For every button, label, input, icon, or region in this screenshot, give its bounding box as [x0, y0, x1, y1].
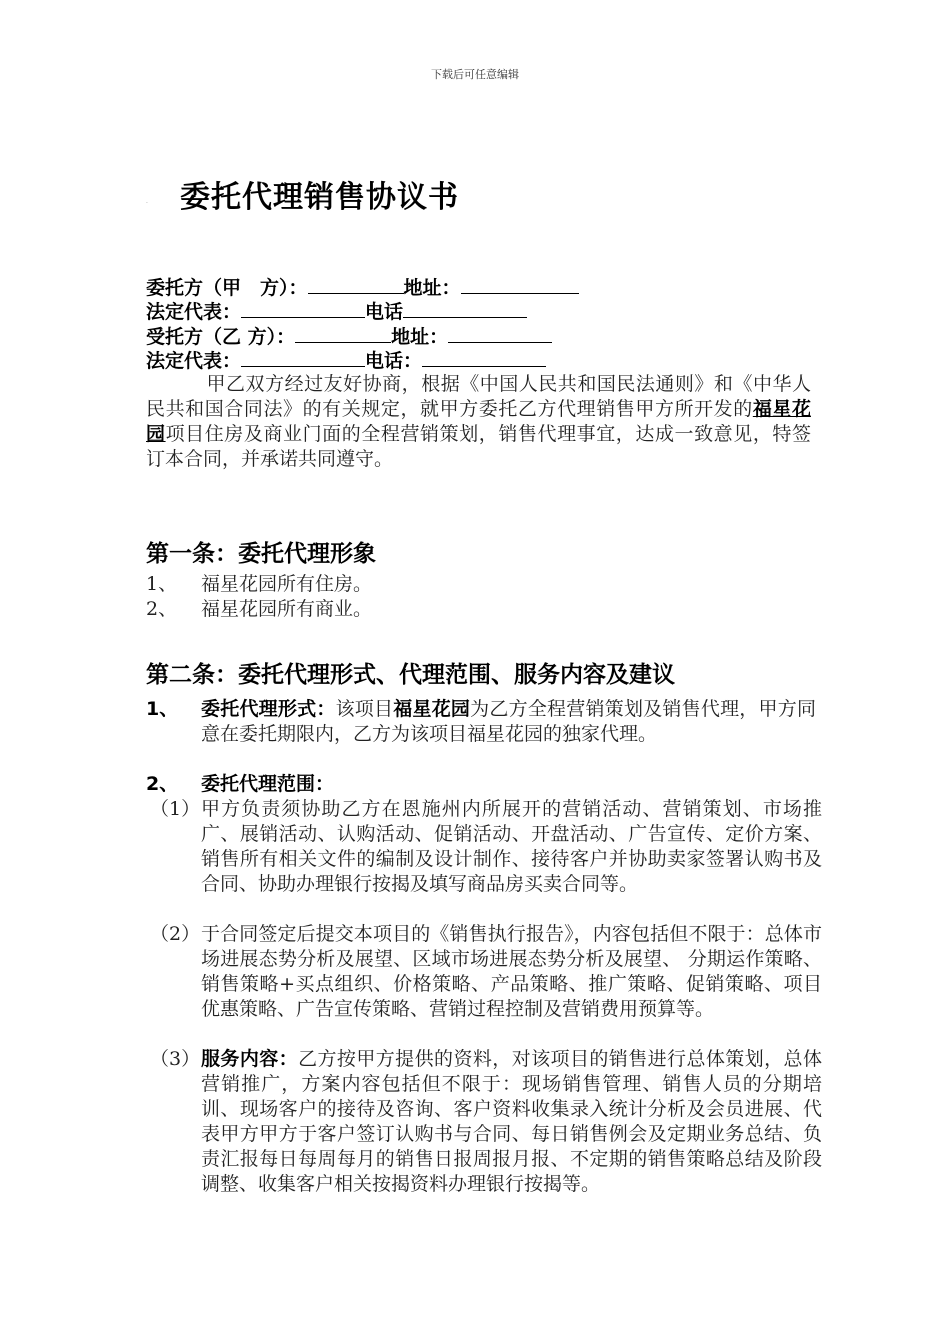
intro-text-1: 甲乙双方经过友好协商，根据《中国人民共和国民法通则》和《中华人民共和国合同法》的有关规定，就甲方委托乙方代理销售甲方所开发的	[146, 373, 811, 420]
sub-item-label: 服务内容：	[201, 1048, 299, 1070]
party-b-blank	[295, 324, 391, 343]
title-marker: ·	[146, 200, 148, 207]
article-2-item-1	[146, 697, 816, 747]
header-note: 下载后可任意编辑	[431, 68, 519, 81]
party-a-rep-label: 法定代表：	[146, 301, 242, 323]
party-a-rep-blank	[241, 299, 365, 318]
list-item	[146, 572, 816, 597]
party-a-blank	[308, 275, 404, 294]
party-a-phone-blank	[403, 299, 527, 318]
item-text: 福星花园所有商业。	[201, 598, 373, 620]
item-text-pre: 该项目	[335, 698, 394, 720]
item-number: 2、	[146, 598, 178, 620]
party-b-phone-blank	[422, 348, 546, 367]
article-2-heading: 第二条：委托代理形式、代理范围、服务内容及建议	[146, 662, 675, 688]
party-a-rep-line	[146, 299, 527, 324]
sub-item-number: （3）	[150, 1048, 201, 1070]
item-number: 2、	[146, 773, 179, 795]
item-text	[201, 697, 816, 747]
party-b-rep-label: 法定代表：	[146, 350, 242, 372]
party-b-label: 受托方（乙 方）：	[146, 326, 296, 348]
item-label: 委托代理范围：	[201, 773, 335, 795]
party-a-line	[146, 275, 579, 300]
article-2-item-2	[146, 772, 816, 797]
project-name-highlight: 福星花园	[146, 398, 811, 445]
item-label: 委托代理形式：	[201, 698, 336, 720]
party-b-address-label: 地址：	[391, 326, 449, 348]
article-1-heading: 第一条：委托代理形象	[146, 541, 376, 567]
sub-item-3	[146, 1047, 822, 1197]
sub-item-1	[146, 797, 822, 897]
party-b-line	[146, 324, 552, 349]
sub-item-text: 甲方负责须协助乙方在恩施州内所展开的营销活动、营销策划、市场推广、展销活动、认购活动、促销活动、开盘活动、广告宣传、定价方案、销售所有相关文件的编制及设计制作、接待客户并协助卖家签署认购书及合同、协助办理银行按揭及填写商品房买卖合同等。	[201, 798, 822, 895]
party-b-rep-blank	[241, 348, 365, 367]
item-text-post: 为乙方全程营销策划及销售代理，甲方同意在委托期限内，乙方为该项目福星花园的独家代理。	[201, 698, 816, 745]
party-a-address-label: 地址：	[403, 277, 461, 299]
sub-item-text: 于合同签定后提交本项目的《销售执行报告》，内容包括但不限于：总体市场进展态势分析及展望、区域市场进展态势分析及展望、 分期运作策略、销售策略+买点组织、价格策略、产品策略、推广策略、促销策略、项目优惠策略、广告宣传策略、营销过程控制及营销费用预算等。	[201, 923, 822, 1020]
party-b-phone-label: 电话：	[365, 350, 423, 372]
intro-text-2: 项目住房及商业门面的全程营销策划，销售代理事宜，达成一致意见，特签订本合同，并承诺共同遵守。	[146, 423, 811, 470]
sub-item-body: 乙方按甲方提供的资料，对该项目的销售进行总体策划，总体营销推广，方案内容包括但不限于：现场销售管理、销售人员的分期培训、现场客户的接待及咨询、客户资料收集录入统计分析及会员进展、代表甲方甲方于客户签订认购书与合同、每日销售例会及定期业务总结、负责汇报每日每周每月的销售日报周报月报、不定期的销售策略总结及阶段调整、收集客户相关按揭资料办理银行按揭等。	[201, 1048, 822, 1195]
sub-item-number: （1）	[150, 798, 201, 820]
sub-item-number: （2）	[150, 923, 201, 945]
party-b-rep-line	[146, 348, 546, 373]
item-number: 1、	[146, 698, 179, 720]
sub-item-2	[146, 922, 822, 1022]
sub-item-text	[201, 1047, 822, 1197]
party-a-phone-label: 电话	[365, 301, 404, 323]
document-title: 委托代理销售协议书	[180, 180, 459, 215]
item-text: 福星花园所有住房。	[201, 573, 373, 595]
party-a-label: 委托方（甲 方）：	[146, 277, 308, 299]
list-item	[146, 597, 816, 622]
party-a-address-blank	[461, 275, 579, 294]
intro-paragraph	[146, 372, 811, 472]
item-number: 1、	[146, 573, 178, 595]
party-b-address-blank	[448, 324, 552, 343]
project-name-bold: 福星花园	[393, 698, 471, 720]
